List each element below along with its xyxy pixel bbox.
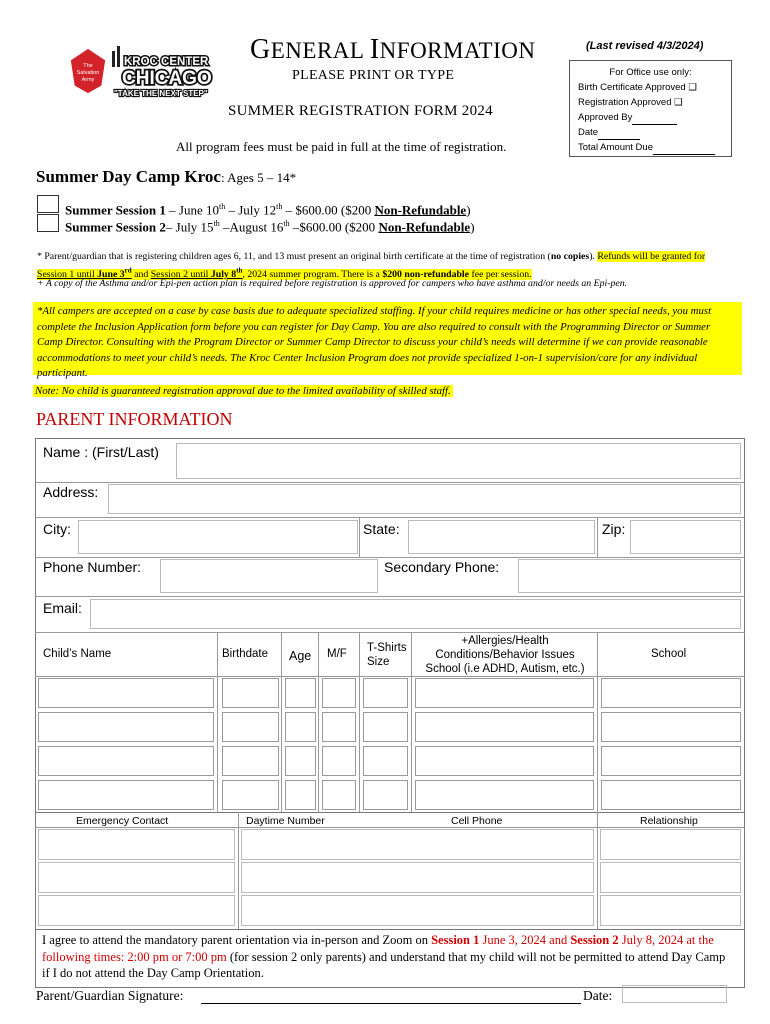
orientation-agreement: I agree to attend the mandatory parent orientation via in-person and Zoom on Session 1 June 3, 2024 and Session 2 July 8, 2024 at the following times: 2:00 pm or 7:00 pm (for session 2 only parents) and understand that my child will not be permitted to attend Day Camp if I do not attend the Day Camp Orientation. [42,933,726,980]
city-input[interactable] [78,520,358,554]
zip-input[interactable] [630,520,741,554]
child-1-mf-input[interactable] [322,678,356,708]
city-label: City: [43,521,71,537]
session-1-line: Summer Session 1 – June 10th – July 12th – $600.00 ($200 Non-Refundable) [65,202,471,218]
session-2-checkbox[interactable] [37,214,59,232]
svg-text:The: The [83,63,93,69]
svg-text:"TAKE THE NEXT STEP": "TAKE THE NEXT STEP" [114,89,208,98]
child-2-mf-input[interactable] [322,712,356,742]
child-1-age-input[interactable] [285,678,316,708]
child-3-child-name-input[interactable] [38,746,214,776]
child-3-tshirt-size-input[interactable] [363,746,408,776]
col-mf: M/F [327,648,347,660]
col-school: School [651,648,687,660]
child-1-allergies-input[interactable] [415,678,594,708]
email-input[interactable] [90,599,741,629]
approval-note: Note: No child is guaranteed registration approval due to the limited availability of skilled staff. [35,385,451,397]
child-4-tshirt-size-input[interactable] [363,780,408,810]
signature-label: Parent/Guardian Signature: [36,988,184,1003]
child-3-mf-input[interactable] [322,746,356,776]
col-cell-phone: Cell Phone [451,815,503,827]
office-approved-by: Approved By [578,112,633,123]
svg-text:Salvation: Salvation [76,70,100,76]
child-3-birthdate-input[interactable] [222,746,279,776]
name-input[interactable] [176,443,741,479]
office-use-box [569,60,732,157]
col-allergies: +Allergies/Health Conditions/Behavior Issues School (i.e ADHD, Autism, etc.) [425,635,585,675]
child-4-age-input[interactable] [285,780,316,810]
col-relationship: Relationship [640,815,698,827]
child-3-allergies-input[interactable] [415,746,594,776]
session-2-line: Summer Session 2– July 15th –August 16th –$600.00 ($200 Non-Refundable) [65,219,475,235]
asthma-epipen-note: + A copy of the Asthma and/or Epi-pen action plan is required before registration is approved for campers who have asthma and/or needs an Epi-pen. [37,278,628,289]
parent-information-heading: PARENT INFORMATION [36,409,233,429]
phone-label: Phone Number: [43,559,142,575]
emergency-3-phone-numbers-input[interactable] [241,895,594,926]
emergency-1-phone-numbers-input[interactable] [241,829,594,860]
emergency-2-emergency-contact-input[interactable] [38,862,235,893]
child-2-birthdate-input[interactable] [222,712,279,742]
child-4-child-name-input[interactable] [38,780,214,810]
birth-certificate-refund-note: * Parent/guardian that is registering children ages 6, 11, and 13 must present an original birth certificate at the time of registration (no copies). Refunds will be granted for Session 1 until June 3rd and Session 2 until July 8th, 2024 summer program. There is a $200 non-refundable fee per session. [37,251,706,281]
date-label: Date: [583,988,613,1003]
office-total: Total Amount Due [578,142,653,153]
page-subtitle: PLEASE PRINT OR TYPE [292,68,455,83]
secondary-phone-input[interactable] [518,559,741,593]
zip-label: Zip: [602,521,626,537]
child-1-school-input[interactable] [601,678,741,708]
child-4-school-input[interactable] [601,780,741,810]
emergency-2-phone-numbers-input[interactable] [241,862,594,893]
kroc-center-logo [68,42,218,102]
state-label: State: [363,521,400,537]
child-4-mf-input[interactable] [322,780,356,810]
page-title: GENERAL INFORMATION [250,34,536,65]
phone-input[interactable] [160,559,378,593]
child-2-age-input[interactable] [285,712,316,742]
name-label: Name : (First/Last) [43,444,159,460]
date-input[interactable] [622,985,727,1003]
child-4-allergies-input[interactable] [415,780,594,810]
child-1-birthdate-input[interactable] [222,678,279,708]
col-emergency-contact: Emergency Contact [76,815,169,827]
office-registration: Registration Approved ❑ [578,97,683,108]
secondary-phone-label: Secondary Phone: [384,559,500,575]
child-1-tshirt-size-input[interactable] [363,678,408,708]
child-2-school-input[interactable] [601,712,741,742]
address-label: Address: [43,484,99,500]
child-2-child-name-input[interactable] [38,712,214,742]
logo-graphic [68,42,218,102]
signature-line[interactable] [201,1003,581,1004]
emergency-3-relationship-input[interactable] [600,895,741,926]
form-title: SUMMER REGISTRATION FORM 2024 [228,103,493,119]
inclusion-notice-text: *All campers are accepted on a case by case basis due to adequate specialized staffing. If your child requires medicine or has other special needs, you must complete the Inclusion Application form before you can register for Day Camp. You are also required to consult with the Programming Director or Summer Camp Director. Consulting with the Program Director or Summer Camp Director to discuss your child’s needs will determine if we can provide reasonable accommodations to meet your child’s needs. The Kroc Center Inclusion Program does not provide specialized 1-on-1 supervision/care for any individual participant. [37,305,712,380]
last-revised: (Last revised 4/3/2024) [586,40,704,52]
col-child-name: Child’s Name [43,648,112,660]
svg-text:CHICAGO: CHICAGO [122,68,212,89]
office-birth-cert: Birth Certificate Approved ❑ [578,82,697,93]
col-tshirt-size: T-Shirts Size [367,642,407,668]
email-label: Email: [43,600,82,616]
col-birthdate: Birthdate [222,648,269,660]
col-daytime-number: Daytime Number [246,815,325,827]
svg-text:KROC CENTER: KROC CENTER [124,56,209,68]
child-2-allergies-input[interactable] [415,712,594,742]
fee-note: All program fees must be paid in full at the time of registration. [176,139,507,154]
state-input[interactable] [408,520,595,554]
camp-title: Summer Day Camp Kroc: Ages 5 – 14* [36,167,297,186]
child-3-school-input[interactable] [601,746,741,776]
svg-text:Army: Army [81,77,95,83]
office-date: Date [578,127,599,138]
session-1-checkbox[interactable] [37,195,59,213]
emergency-3-emergency-contact-input[interactable] [38,895,235,926]
child-1-child-name-input[interactable] [38,678,214,708]
address-input[interactable] [108,484,741,514]
emergency-2-relationship-input[interactable] [600,862,741,893]
col-age: Age [289,649,312,663]
child-2-tshirt-size-input[interactable] [363,712,408,742]
child-4-birthdate-input[interactable] [222,780,279,810]
emergency-1-relationship-input[interactable] [600,829,741,860]
child-3-age-input[interactable] [285,746,316,776]
emergency-1-emergency-contact-input[interactable] [38,829,235,860]
office-heading: For Office use only: [609,67,692,78]
